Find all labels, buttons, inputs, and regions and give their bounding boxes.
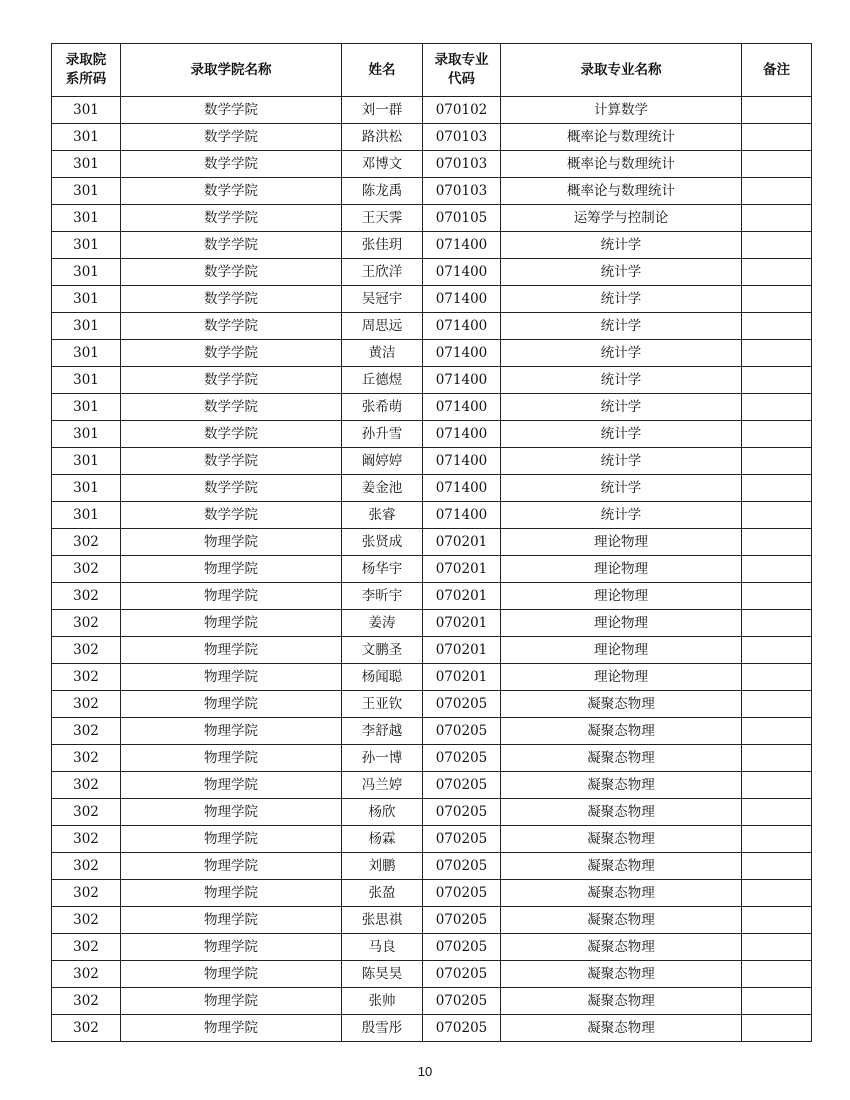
cell-college-name: 物理学院 xyxy=(121,934,342,961)
table-row xyxy=(52,286,812,313)
cell-college-code: 301 xyxy=(52,205,121,232)
cell-major-name: 统计学 xyxy=(501,394,742,421)
cell-note xyxy=(742,961,812,988)
cell-major-code: 070205 xyxy=(423,691,501,718)
cell-student-name: 孙升雪 xyxy=(342,421,423,448)
table-row xyxy=(52,367,812,394)
header-major-name: 录取专业名称 xyxy=(501,44,742,97)
cell-college-code: 301 xyxy=(52,367,121,394)
page-number: 10 xyxy=(417,1064,433,1079)
cell-note xyxy=(742,799,812,826)
table-header-row xyxy=(52,44,812,97)
cell-college-code: 302 xyxy=(52,529,121,556)
cell-college-name: 数学学院 xyxy=(121,394,342,421)
cell-college-code: 302 xyxy=(52,826,121,853)
cell-college-code: 302 xyxy=(52,880,121,907)
cell-major-name: 运筹学与控制论 xyxy=(501,205,742,232)
cell-note xyxy=(742,853,812,880)
cell-note xyxy=(742,313,812,340)
cell-student-name: 杨霖 xyxy=(342,826,423,853)
cell-college-code: 302 xyxy=(52,772,121,799)
table-row xyxy=(52,880,812,907)
cell-major-code: 070205 xyxy=(423,907,501,934)
cell-major-name: 凝聚态物理 xyxy=(501,799,742,826)
table-row xyxy=(52,448,812,475)
cell-major-code: 070103 xyxy=(423,178,501,205)
header-college-code-line2: 系所码 xyxy=(65,71,107,87)
cell-college-name: 数学学院 xyxy=(121,151,342,178)
cell-student-name: 张希萌 xyxy=(342,394,423,421)
cell-college-code: 301 xyxy=(52,286,121,313)
cell-note xyxy=(742,745,812,772)
cell-note xyxy=(742,151,812,178)
cell-student-name: 杨华宇 xyxy=(342,556,423,583)
cell-college-name: 数学学院 xyxy=(121,421,342,448)
cell-college-name: 数学学院 xyxy=(121,367,342,394)
cell-major-code: 070201 xyxy=(423,556,501,583)
cell-college-code: 302 xyxy=(52,988,121,1015)
cell-major-name: 理论物理 xyxy=(501,664,742,691)
cell-college-name: 物理学院 xyxy=(121,799,342,826)
cell-college-name: 数学学院 xyxy=(121,340,342,367)
cell-note xyxy=(742,988,812,1015)
header-note: 备注 xyxy=(742,44,812,97)
cell-college-code: 302 xyxy=(52,583,121,610)
cell-major-code: 071400 xyxy=(423,286,501,313)
table-row xyxy=(52,664,812,691)
cell-college-name: 物理学院 xyxy=(121,556,342,583)
cell-major-code: 071400 xyxy=(423,313,501,340)
cell-note xyxy=(742,718,812,745)
cell-student-name: 王欣洋 xyxy=(342,259,423,286)
cell-student-name: 刘一群 xyxy=(342,97,423,124)
cell-student-name: 周思远 xyxy=(342,313,423,340)
table-row xyxy=(52,637,812,664)
cell-college-name: 数学学院 xyxy=(121,97,342,124)
cell-note xyxy=(742,367,812,394)
cell-student-name: 马良 xyxy=(342,934,423,961)
cell-major-code: 070201 xyxy=(423,583,501,610)
cell-note xyxy=(742,340,812,367)
cell-major-name: 统计学 xyxy=(501,475,742,502)
cell-major-code: 070103 xyxy=(423,124,501,151)
table-row xyxy=(52,610,812,637)
cell-college-name: 物理学院 xyxy=(121,988,342,1015)
cell-college-name: 物理学院 xyxy=(121,907,342,934)
cell-college-code: 302 xyxy=(52,556,121,583)
cell-note xyxy=(742,394,812,421)
cell-student-name: 丘德煜 xyxy=(342,367,423,394)
cell-note xyxy=(742,259,812,286)
cell-college-code: 301 xyxy=(52,475,121,502)
table-row xyxy=(52,691,812,718)
cell-college-name: 物理学院 xyxy=(121,529,342,556)
cell-major-name: 理论物理 xyxy=(501,529,742,556)
cell-note xyxy=(742,610,812,637)
cell-student-name: 王亚钦 xyxy=(342,691,423,718)
cell-major-code: 070205 xyxy=(423,988,501,1015)
cell-note xyxy=(742,502,812,529)
cell-college-name: 物理学院 xyxy=(121,664,342,691)
cell-note xyxy=(742,178,812,205)
cell-student-name: 刘鹏 xyxy=(342,853,423,880)
cell-major-name: 概率论与数理统计 xyxy=(501,124,742,151)
admission-list-sheet xyxy=(51,43,811,1042)
cell-major-name: 凝聚态物理 xyxy=(501,880,742,907)
cell-college-code: 302 xyxy=(52,1015,121,1042)
table-row xyxy=(52,421,812,448)
cell-college-name: 数学学院 xyxy=(121,232,342,259)
table-row xyxy=(52,745,812,772)
cell-major-name: 统计学 xyxy=(501,340,742,367)
cell-college-name: 物理学院 xyxy=(121,961,342,988)
cell-college-code: 301 xyxy=(52,313,121,340)
cell-college-name: 数学学院 xyxy=(121,313,342,340)
cell-major-name: 凝聚态物理 xyxy=(501,853,742,880)
cell-note xyxy=(742,691,812,718)
cell-college-code: 302 xyxy=(52,691,121,718)
cell-student-name: 王天霁 xyxy=(342,205,423,232)
cell-college-code: 302 xyxy=(52,637,121,664)
table-row xyxy=(52,259,812,286)
cell-major-name: 凝聚态物理 xyxy=(501,718,742,745)
cell-note xyxy=(742,826,812,853)
cell-major-code: 071400 xyxy=(423,394,501,421)
header-major-code-line2: 代码 xyxy=(448,71,475,87)
table-row xyxy=(52,232,812,259)
cell-major-code: 070205 xyxy=(423,880,501,907)
cell-college-name: 物理学院 xyxy=(121,691,342,718)
cell-major-name: 凝聚态物理 xyxy=(501,988,742,1015)
table-row xyxy=(52,583,812,610)
cell-major-code: 071400 xyxy=(423,340,501,367)
cell-student-name: 黄洁 xyxy=(342,340,423,367)
cell-major-code: 071400 xyxy=(423,259,501,286)
cell-major-code: 070205 xyxy=(423,745,501,772)
cell-major-name: 凝聚态物理 xyxy=(501,691,742,718)
cell-note xyxy=(742,421,812,448)
table-row xyxy=(52,313,812,340)
cell-major-name: 凝聚态物理 xyxy=(501,907,742,934)
cell-student-name: 张贤成 xyxy=(342,529,423,556)
table-row xyxy=(52,907,812,934)
cell-college-code: 301 xyxy=(52,124,121,151)
cell-major-code: 071400 xyxy=(423,448,501,475)
cell-college-name: 数学学院 xyxy=(121,178,342,205)
cell-student-name: 张帅 xyxy=(342,988,423,1015)
cell-major-code: 070103 xyxy=(423,151,501,178)
cell-college-code: 301 xyxy=(52,151,121,178)
cell-college-code: 302 xyxy=(52,934,121,961)
cell-major-name: 统计学 xyxy=(501,313,742,340)
cell-note xyxy=(742,205,812,232)
cell-student-name: 杨闻聪 xyxy=(342,664,423,691)
cell-college-name: 物理学院 xyxy=(121,583,342,610)
table-row xyxy=(52,502,812,529)
cell-major-code: 071400 xyxy=(423,502,501,529)
cell-college-name: 数学学院 xyxy=(121,259,342,286)
table-row xyxy=(52,988,812,1015)
cell-major-code: 070201 xyxy=(423,529,501,556)
cell-college-name: 物理学院 xyxy=(121,718,342,745)
cell-note xyxy=(742,556,812,583)
cell-student-name: 姜涛 xyxy=(342,610,423,637)
cell-major-name: 统计学 xyxy=(501,232,742,259)
cell-student-name: 李舒越 xyxy=(342,718,423,745)
cell-college-code: 301 xyxy=(52,448,121,475)
cell-major-code: 070201 xyxy=(423,637,501,664)
cell-major-code: 070205 xyxy=(423,961,501,988)
cell-major-code: 070201 xyxy=(423,664,501,691)
cell-major-name: 凝聚态物理 xyxy=(501,934,742,961)
header-student-name: 姓名 xyxy=(342,44,423,97)
cell-college-code: 302 xyxy=(52,718,121,745)
cell-college-code: 301 xyxy=(52,178,121,205)
cell-major-name: 凝聚态物理 xyxy=(501,745,742,772)
cell-major-name: 计算数学 xyxy=(501,97,742,124)
table-row xyxy=(52,178,812,205)
cell-note xyxy=(742,124,812,151)
cell-note xyxy=(742,583,812,610)
cell-major-name: 理论物理 xyxy=(501,556,742,583)
cell-college-code: 302 xyxy=(52,961,121,988)
table-row xyxy=(52,934,812,961)
cell-college-code: 301 xyxy=(52,394,121,421)
cell-note xyxy=(742,232,812,259)
cell-college-name: 物理学院 xyxy=(121,853,342,880)
cell-major-name: 统计学 xyxy=(501,421,742,448)
cell-student-name: 李昕宇 xyxy=(342,583,423,610)
cell-student-name: 张睿 xyxy=(342,502,423,529)
table-row xyxy=(52,151,812,178)
cell-major-name: 统计学 xyxy=(501,367,742,394)
cell-college-name: 物理学院 xyxy=(121,880,342,907)
cell-college-name: 数学学院 xyxy=(121,286,342,313)
cell-major-code: 070205 xyxy=(423,934,501,961)
cell-college-name: 物理学院 xyxy=(121,745,342,772)
table-row xyxy=(52,529,812,556)
cell-college-code: 301 xyxy=(52,97,121,124)
cell-student-name: 杨欣 xyxy=(342,799,423,826)
cell-major-name: 理论物理 xyxy=(501,610,742,637)
table-row xyxy=(52,205,812,232)
cell-college-code: 302 xyxy=(52,610,121,637)
cell-major-code: 070201 xyxy=(423,610,501,637)
cell-student-name: 张盈 xyxy=(342,880,423,907)
admission-table xyxy=(51,43,812,1042)
table-row xyxy=(52,556,812,583)
cell-student-name: 姜金池 xyxy=(342,475,423,502)
cell-major-name: 统计学 xyxy=(501,502,742,529)
cell-major-name: 统计学 xyxy=(501,286,742,313)
cell-student-name: 殷雪彤 xyxy=(342,1015,423,1042)
cell-major-name: 理论物理 xyxy=(501,637,742,664)
cell-college-name: 物理学院 xyxy=(121,610,342,637)
cell-college-code: 301 xyxy=(52,232,121,259)
table-row xyxy=(52,961,812,988)
cell-college-name: 数学学院 xyxy=(121,502,342,529)
cell-note xyxy=(742,97,812,124)
cell-note xyxy=(742,880,812,907)
cell-major-code: 070205 xyxy=(423,853,501,880)
header-major-code-line1: 录取专业 xyxy=(434,52,489,68)
table-row xyxy=(52,826,812,853)
cell-major-code: 070102 xyxy=(423,97,501,124)
cell-major-name: 概率论与数理统计 xyxy=(501,178,742,205)
cell-student-name: 冯兰婷 xyxy=(342,772,423,799)
table-body xyxy=(52,97,812,1042)
cell-student-name: 吴冠宇 xyxy=(342,286,423,313)
cell-major-name: 统计学 xyxy=(501,448,742,475)
cell-major-name: 概率论与数理统计 xyxy=(501,151,742,178)
cell-student-name: 文鹏圣 xyxy=(342,637,423,664)
table-row xyxy=(52,772,812,799)
cell-note xyxy=(742,637,812,664)
cell-college-code: 301 xyxy=(52,340,121,367)
cell-college-code: 302 xyxy=(52,799,121,826)
cell-student-name: 陈昊昊 xyxy=(342,961,423,988)
cell-student-name: 邓博文 xyxy=(342,151,423,178)
cell-major-name: 统计学 xyxy=(501,259,742,286)
cell-student-name: 张思祺 xyxy=(342,907,423,934)
table-row xyxy=(52,394,812,421)
header-major-code xyxy=(423,44,501,97)
cell-college-name: 数学学院 xyxy=(121,448,342,475)
cell-student-name: 孙一博 xyxy=(342,745,423,772)
cell-major-code: 071400 xyxy=(423,367,501,394)
cell-note xyxy=(742,529,812,556)
cell-college-name: 物理学院 xyxy=(121,826,342,853)
table-row xyxy=(52,475,812,502)
cell-note xyxy=(742,475,812,502)
cell-college-name: 物理学院 xyxy=(121,772,342,799)
cell-note xyxy=(742,286,812,313)
cell-major-name: 凝聚态物理 xyxy=(501,826,742,853)
table-row xyxy=(52,799,812,826)
header-college-code-line1: 录取院 xyxy=(65,52,107,68)
cell-major-code: 071400 xyxy=(423,232,501,259)
cell-college-code: 302 xyxy=(52,907,121,934)
cell-major-code: 070205 xyxy=(423,826,501,853)
cell-major-code: 070205 xyxy=(423,718,501,745)
cell-major-name: 理论物理 xyxy=(501,583,742,610)
cell-college-code: 302 xyxy=(52,853,121,880)
cell-college-code: 302 xyxy=(52,745,121,772)
cell-major-code: 070205 xyxy=(423,799,501,826)
cell-major-name: 凝聚态物理 xyxy=(501,1015,742,1042)
cell-college-code: 301 xyxy=(52,502,121,529)
cell-major-code: 071400 xyxy=(423,475,501,502)
cell-college-name: 数学学院 xyxy=(121,124,342,151)
table-row xyxy=(52,853,812,880)
cell-student-name: 陈龙禹 xyxy=(342,178,423,205)
cell-major-code: 070205 xyxy=(423,772,501,799)
cell-note xyxy=(742,1015,812,1042)
cell-college-name: 数学学院 xyxy=(121,475,342,502)
table-row xyxy=(52,340,812,367)
table-row xyxy=(52,718,812,745)
cell-note xyxy=(742,934,812,961)
table-row xyxy=(52,124,812,151)
cell-student-name: 路洪松 xyxy=(342,124,423,151)
header-college-name: 录取学院名称 xyxy=(121,44,342,97)
cell-student-name: 张佳玥 xyxy=(342,232,423,259)
cell-major-code: 070105 xyxy=(423,205,501,232)
cell-college-name: 物理学院 xyxy=(121,637,342,664)
cell-student-name: 阚婷婷 xyxy=(342,448,423,475)
header-college-code xyxy=(52,44,121,97)
cell-note xyxy=(742,448,812,475)
table-row xyxy=(52,1015,812,1042)
cell-major-name: 凝聚态物理 xyxy=(501,772,742,799)
cell-major-code: 070205 xyxy=(423,1015,501,1042)
cell-major-code: 071400 xyxy=(423,421,501,448)
table-row xyxy=(52,97,812,124)
cell-note xyxy=(742,907,812,934)
cell-note xyxy=(742,664,812,691)
cell-college-name: 数学学院 xyxy=(121,205,342,232)
cell-college-name: 物理学院 xyxy=(121,1015,342,1042)
cell-college-code: 302 xyxy=(52,664,121,691)
cell-college-code: 301 xyxy=(52,259,121,286)
cell-major-name: 凝聚态物理 xyxy=(501,961,742,988)
cell-note xyxy=(742,772,812,799)
cell-college-code: 301 xyxy=(52,421,121,448)
